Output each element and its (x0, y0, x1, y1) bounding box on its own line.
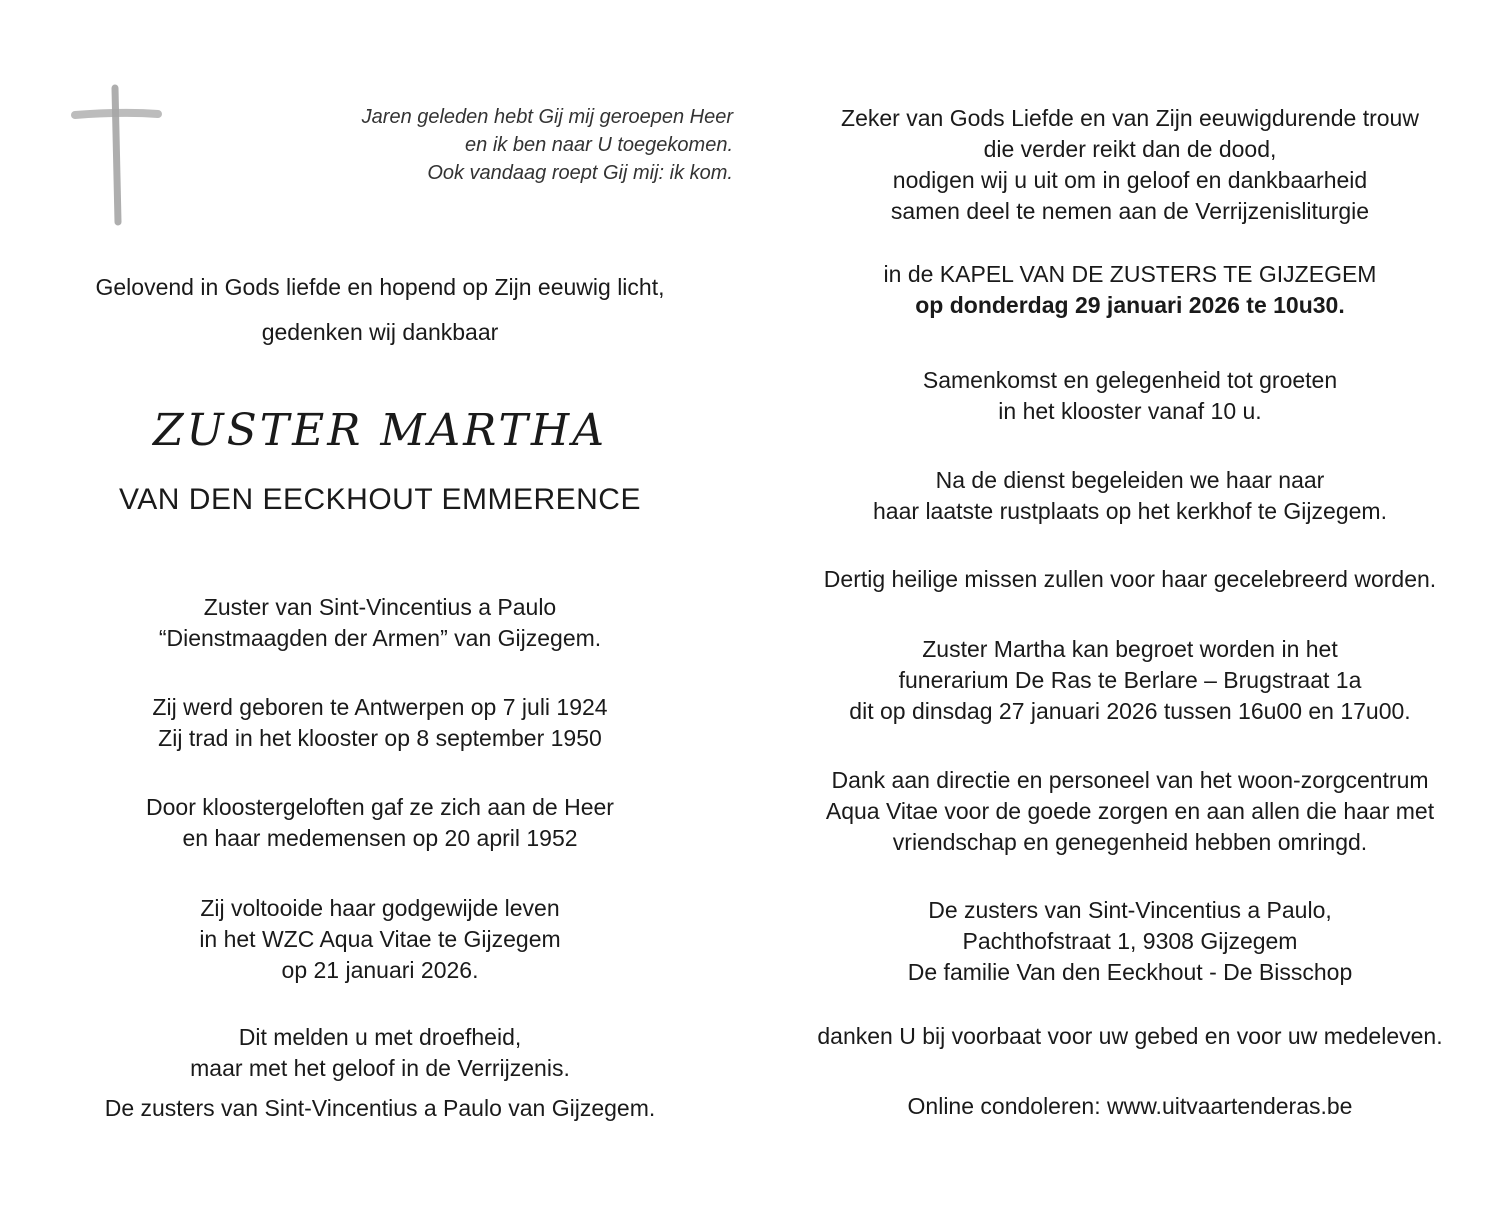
text-line: De zusters van Sint-Vincentius a Paulo, (928, 897, 1332, 923)
text-line: danken U bij voorbaat voor uw gebed en voor uw medeleven. (817, 1023, 1443, 1049)
text-line: De familie Van den Eeckhout - De Bisschop (907, 959, 1353, 985)
religious-name: ZUSTER MARTHA (152, 405, 608, 456)
intro-line: gedenken wij dankbaar (261, 319, 499, 345)
text-line: vriendschap en genegenheid hebben omringd. (892, 829, 1368, 855)
text-line: Zuster van Sint-Vincentius a Paulo (203, 594, 557, 620)
text-line: Zeker van Gods Liefde en van Zijn eeuwigdurende trouw (841, 105, 1419, 131)
text-line: in het WZC Aqua Vitae te Gijzegem (199, 926, 561, 952)
cross-icon (70, 80, 170, 230)
text-line: Zij werd geboren te Antwerpen op 7 juli 1924 (152, 694, 608, 720)
text-line: Dank aan directie en personeel van het woon-zorgcentrum (831, 767, 1429, 793)
text-line: Zij voltooide haar godgewijde leven (200, 895, 560, 921)
text-line: Pachthofstraat 1, 9308 Gijzegem (962, 928, 1298, 954)
text-line: dit op dinsdag 27 januari 2026 tussen 16u00 en 17u00. (849, 698, 1411, 724)
text-line: maar met het geloof in de Verrijzenis. (190, 1055, 570, 1081)
text-line: Aqua Vitae voor de goede zorgen en aan allen die haar met (825, 798, 1435, 824)
text-line: Zuster Martha kan begroet worden in het (922, 636, 1338, 662)
text-line: Zij trad in het klooster op 8 september 1950 (158, 725, 602, 751)
text-line: Dit melden u met droefheid, (238, 1024, 522, 1050)
text-line: Samenkomst en gelegenheid tot groeten (922, 367, 1338, 393)
text-line: haar laatste rustplaats op het kerkhof te Gijzegem. (873, 498, 1387, 524)
intro-line: Gelovend in Gods liefde en hopend op Zijn eeuwig licht, (95, 274, 665, 300)
verse-line: Ook vandaag roept Gij mij: ik kom. (427, 162, 733, 184)
text-line: funerarium De Ras te Berlare – Brugstraat 1a (898, 667, 1362, 693)
text-line: “Dienstmaagden der Armen” van Gijzegem. (158, 625, 602, 651)
text-line: en haar medemensen op 20 april 1952 (182, 825, 578, 851)
condolence-link: Online condoleren: www.uitvaartenderas.be (907, 1093, 1353, 1119)
text-line: op 21 januari 2026. (281, 957, 479, 983)
location-line: in de KAPEL VAN DE ZUSTERS TE GIJZEGEM (883, 261, 1377, 287)
text-line: Door kloostergeloften gaf ze zich aan de Heer (146, 794, 614, 820)
verse-line: en ik ben naar U toegekomen. (465, 134, 733, 156)
text-line: Dertig heilige missen zullen voor haar gecelebreerd worden. (823, 566, 1437, 592)
text-line: in het klooster vanaf 10 u. (998, 398, 1262, 424)
signature-line: De zusters van Sint-Vincentius a Paulo van Gijzegem. (104, 1095, 656, 1121)
text-line: samen deel te nemen aan de Verrijzenisliturgie (890, 198, 1370, 224)
text-line: Na de dienst begeleiden we haar naar (935, 467, 1325, 493)
verse-line: Jaren geleden hebt Gij mij geroepen Heer (361, 106, 733, 128)
date-time-line: op donderdag 29 januari 2026 te 10u30. (915, 292, 1345, 318)
civil-name: VAN DEN EECKHOUT EMMERENCE (119, 483, 641, 516)
text-line: die verder reikt dan de dood, (983, 136, 1277, 162)
text-line: nodigen wij u uit om in geloof en dankbaarheid (892, 167, 1368, 193)
